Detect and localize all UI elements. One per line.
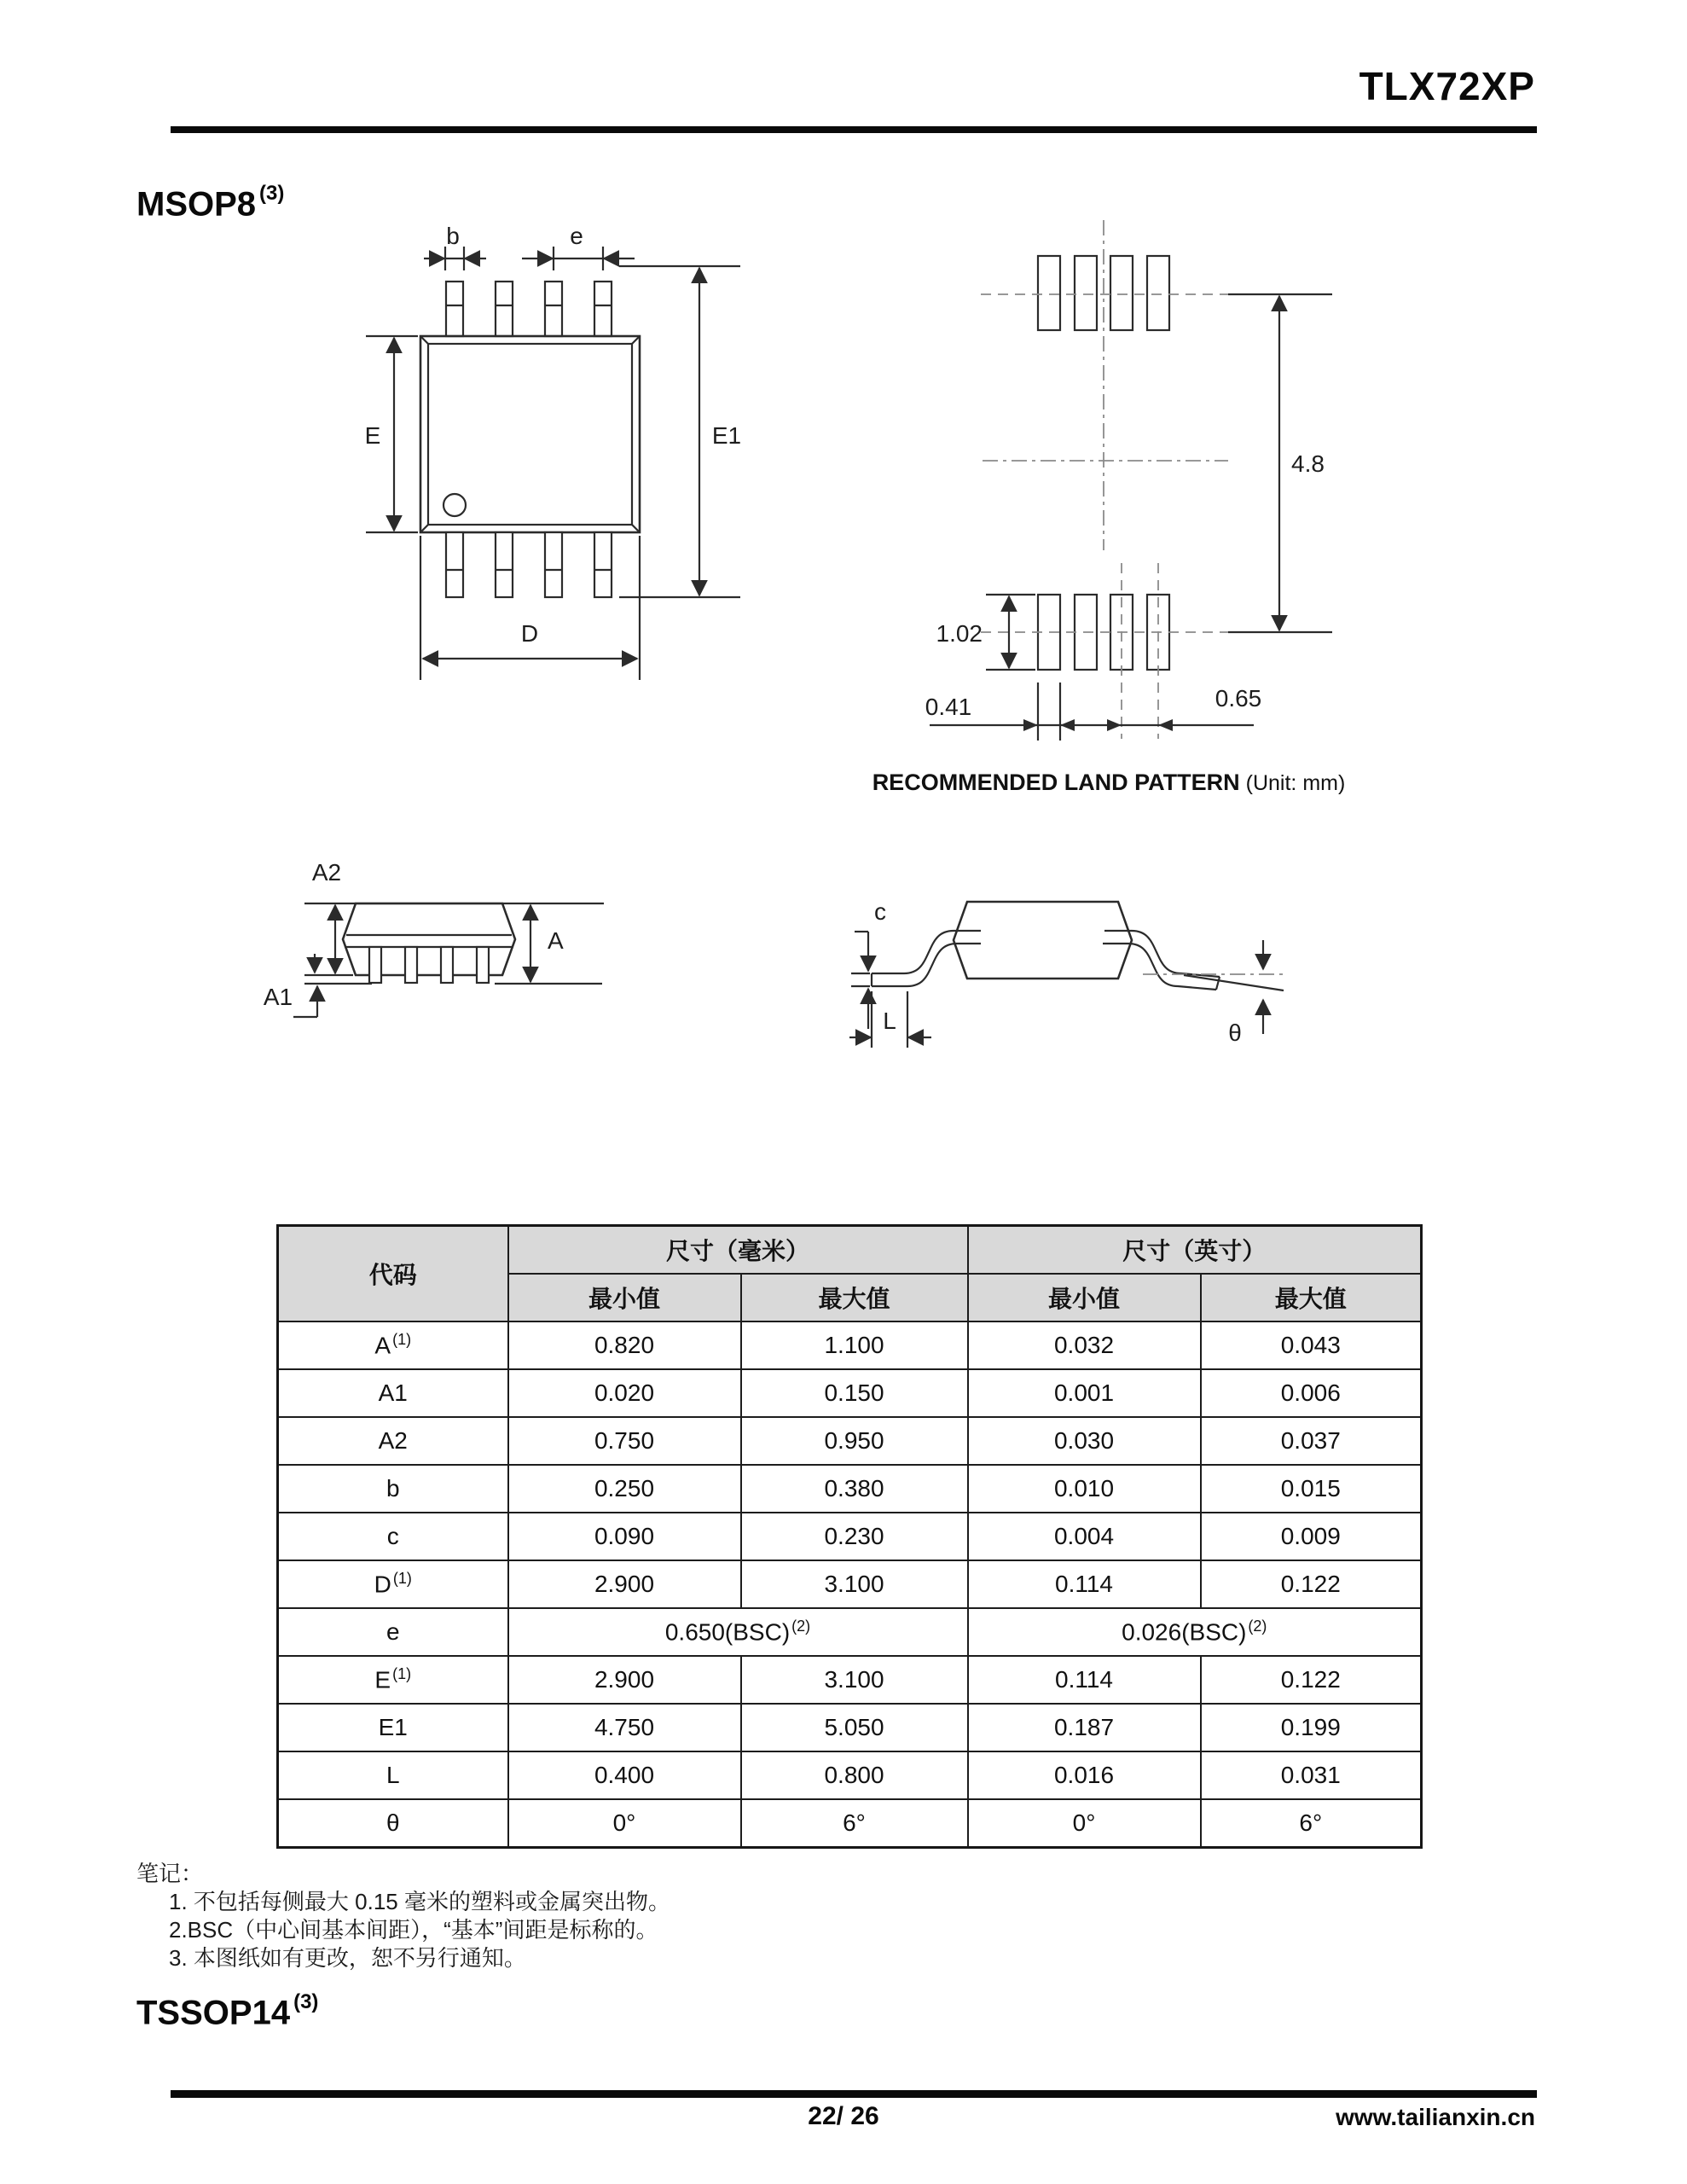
table-row: [278, 1656, 1422, 1704]
dim-value-cell: 0.016: [968, 1751, 1201, 1799]
dimension-table: [276, 1224, 1423, 1849]
dim-code-cell: L: [278, 1751, 508, 1799]
dim-value-cell: 0.032: [968, 1321, 1201, 1369]
notes-block: [136, 1860, 670, 1972]
msop8-title: MSOP8: [136, 185, 257, 224]
dim-value-cell: 0°: [508, 1799, 741, 1848]
dim-value-cell: 0.031: [1201, 1751, 1422, 1799]
dim-label-e: e: [570, 223, 583, 249]
dim-value-cell: 0.199: [1201, 1704, 1422, 1751]
header-rule: [171, 126, 1537, 133]
dim-label-0-65: 0.65: [1215, 685, 1262, 712]
dim-code-cell: θ: [278, 1799, 508, 1848]
dim-value-cell: 3.100: [741, 1656, 968, 1704]
dim-value-cell: 0°: [968, 1799, 1201, 1848]
dim-value-cell: 0.150: [741, 1369, 968, 1417]
section-heading-tssop14: [136, 1990, 319, 2032]
table-row: [278, 1465, 1422, 1513]
dim-value-cell: 0.009: [1201, 1513, 1422, 1560]
dim-label-D: D: [520, 620, 539, 647]
dim-value-cell: 0.010: [968, 1465, 1201, 1513]
dim-value-cell: 0.043: [1201, 1321, 1422, 1369]
note-item: 1. 不包括每侧最大 0.15 毫米的塑料或金属突出物。: [169, 1889, 670, 1914]
col-header-mm: 尺寸（毫米）: [508, 1226, 968, 1275]
dim-value-cell: 0.187: [968, 1704, 1201, 1751]
dim-value-cell: 0.122: [1201, 1656, 1422, 1704]
notes-items: [136, 1888, 670, 1972]
dim-code-cell: D $^{(1)}$: [278, 1560, 508, 1608]
dim-value-cell: 0.001: [968, 1369, 1201, 1417]
col-header-min-inch: 最小值: [968, 1274, 1201, 1321]
dim-value-cell: 2.900: [508, 1656, 741, 1704]
dim-value-cell: 0.020: [508, 1369, 741, 1417]
notes-label: 笔记：: [136, 1861, 204, 1886]
dim-value-cell: 0.250: [508, 1465, 741, 1513]
dim-code-cell: A2: [278, 1417, 508, 1465]
dim-value-cell: 1.100: [741, 1321, 968, 1369]
dim-value-cell: 3.100: [741, 1560, 968, 1608]
dim-code-cell: e: [278, 1608, 508, 1656]
note-item: 3. 本图纸如有更改，恕不另行通知。: [169, 1945, 526, 1971]
dim-value-cell: 0.750: [508, 1417, 741, 1465]
dim-label-b: b: [446, 223, 460, 249]
dim-value-cell: 0.030: [968, 1417, 1201, 1465]
table-row: [278, 1560, 1422, 1608]
dim-value-cell: 0.400: [508, 1751, 741, 1799]
table-row: [278, 1751, 1422, 1799]
dim-value-cell: 0.114: [968, 1560, 1201, 1608]
col-header-max-inch: 最大值: [1201, 1274, 1422, 1321]
dim-value-cell: 0.114: [968, 1656, 1201, 1704]
tssop14-note-ref: (3): [293, 1990, 319, 2014]
dim-label-A2: A2: [311, 859, 342, 886]
dim-label-theta: θ: [1228, 1019, 1242, 1046]
page-number: 22/ 26: [808, 2102, 879, 2130]
package-top-view-drawing: [341, 209, 759, 704]
tssop14-title: TSSOP14: [136, 1994, 291, 2032]
dim-value-cell: 0.004: [968, 1513, 1201, 1560]
dim-value-cell: 0.380: [741, 1465, 968, 1513]
dim-value-cell: 4.750: [508, 1704, 741, 1751]
section-heading-msop8: [136, 182, 285, 224]
land-pattern-drawing: [904, 213, 1348, 751]
pin1-marker-circle: [443, 494, 466, 516]
table-row: [278, 1321, 1422, 1369]
dim-code-cell: A $^{(1)}$: [278, 1321, 508, 1369]
msop8-note-ref: (3): [259, 182, 285, 206]
dim-code-cell: E1: [278, 1704, 508, 1751]
dim-label-A: A: [548, 927, 564, 954]
lead-detail-drawing: [840, 883, 1292, 1058]
dim-label-E: E: [364, 422, 381, 449]
footer-rule: [171, 2090, 1537, 2098]
table-row: [278, 1608, 1422, 1656]
dim-value-cell: 6°: [1201, 1799, 1422, 1848]
dim-value-cell: 0.006: [1201, 1369, 1422, 1417]
dim-label-L: L: [883, 1008, 896, 1034]
land-pattern-caption-title: RECOMMENDED LAND PATTERN: [872, 770, 1240, 795]
dim-code-cell: A1: [278, 1369, 508, 1417]
note-item: 2.BSC（中心间基本间距），“基本”间距是标称的。: [169, 1917, 658, 1943]
dim-code-cell: c: [278, 1513, 508, 1560]
col-header-inch: 尺寸（英寸）: [968, 1226, 1422, 1275]
land-pattern-caption-unit: (Unit: mm): [1245, 771, 1346, 795]
dim-value-cell: 0.230: [741, 1513, 968, 1560]
dim-label-E1: E1: [711, 422, 742, 449]
dim-label-0-41: 0.41: [925, 694, 972, 720]
dim-label-c: c: [874, 898, 886, 925]
table-row: [278, 1704, 1422, 1751]
table-row: [278, 1417, 1422, 1465]
dim-value-cell: 0.026(BSC) $^{(2)}$: [968, 1608, 1422, 1656]
dim-value-cell: 0.090: [508, 1513, 741, 1560]
dim-value-cell: 0.820: [508, 1321, 741, 1369]
dim-label-1-02: 1.02: [936, 620, 983, 647]
dim-value-cell: 6°: [741, 1799, 968, 1848]
dim-value-cell: 0.650(BSC) $^{(2)}$: [508, 1608, 968, 1656]
dim-value-cell: 0.122: [1201, 1560, 1422, 1608]
website-link[interactable]: www.tailianxin.cn: [1336, 2104, 1535, 2130]
dim-value-cell: 2.900: [508, 1560, 741, 1608]
dim-label-4-8: 4.8: [1291, 450, 1325, 477]
land-pattern-caption: [853, 770, 1365, 796]
table-row: [278, 1799, 1422, 1848]
dim-value-cell: 0.037: [1201, 1417, 1422, 1465]
dim-value-cell: 5.050: [741, 1704, 968, 1751]
package-side-view-drawing: [264, 849, 614, 1058]
col-header-code: 代码: [278, 1226, 508, 1322]
dim-code-cell: b: [278, 1465, 508, 1513]
dim-value-cell: 0.950: [741, 1417, 968, 1465]
col-header-min-mm: 最小值: [508, 1274, 741, 1321]
doc-title: TLX72XP: [1359, 64, 1535, 108]
table-row: [278, 1513, 1422, 1560]
col-header-max-mm: 最大值: [741, 1274, 968, 1321]
dim-value-cell: 0.015: [1201, 1465, 1422, 1513]
dim-value-cell: 0.800: [741, 1751, 968, 1799]
table-row: [278, 1369, 1422, 1417]
dimension-table-body: [278, 1321, 1422, 1848]
dim-code-cell: E $^{(1)}$: [278, 1656, 508, 1704]
dim-label-A1: A1: [263, 984, 293, 1010]
